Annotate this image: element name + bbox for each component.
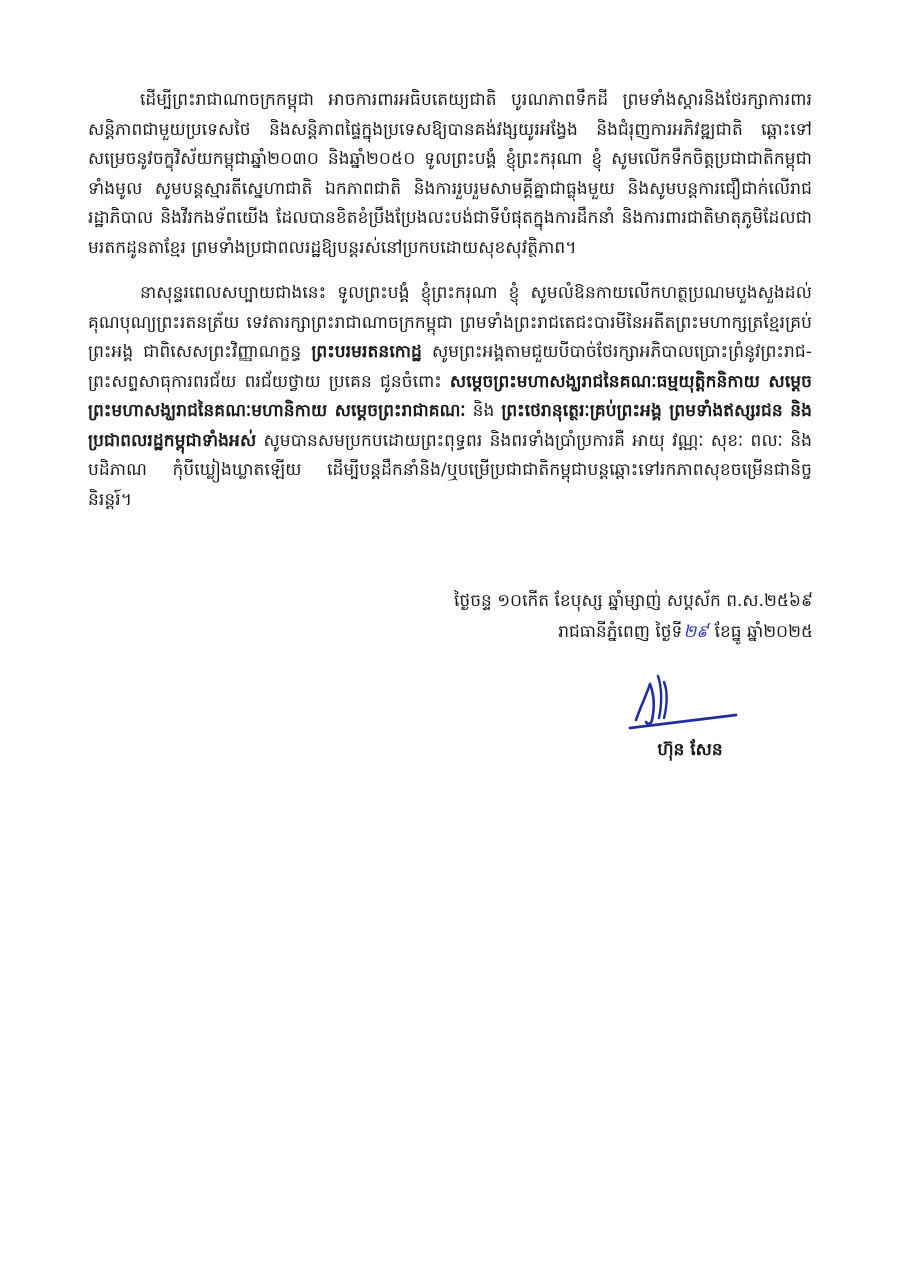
date-block <box>393 586 813 648</box>
handwritten-signature <box>624 668 740 738</box>
month-year-text: ខែធ្នូ ឆ្នាំ២០២៥ <box>709 622 813 642</box>
handwritten-day: ២៩ <box>683 622 709 642</box>
place-date-prefix: រាជធានីភ្នំពេញ ថ្ងៃទី <box>558 622 683 642</box>
conjunction-text: និង <box>465 401 502 421</box>
blessing-text-closing: សូមបានសមប្រកបដោយព្រះពុទ្ធពរ និងពរទាំងប្រាំប្រការគឺ អាយុ វណ្ណៈ សុខៈ ពលៈ និងបដិភាណ កុំបីឃ្លៀងឃ្លាតឡើយ ដើម្បីបន្តដឹកនាំនិង/ឬបម្រើប្រជាជាតិកម្ពុជាបន្តឆ្ពោះទៅរកភាពសុខចម្រើនជានិច្ចនិរន្តរ៍។ <box>88 430 812 510</box>
lunar-date-line: ថ្ងៃចន្ទ ១០កើត ខែបុស្ស ឆ្នាំម្សាញ់ សប្តស័ក ព.ស.២៥៦៩ <box>454 591 813 611</box>
signer-name: ហ៊ុន សែន <box>657 740 723 760</box>
signature-stroke-main <box>636 684 654 724</box>
supreme-patriarchs-bold: សម្តេចព្រះមហាសង្ឃរាជនៃគណៈធម្មយុត្តិកនិកាយ សម្តេចព្រះមហាសង្ឃរាជនៃគណៈមហានិកាយ សម្តេចព្រះរាជាគណៈ <box>88 371 812 421</box>
monks-and-people-bold: ព្រះថេរានុត្ថេរៈគ្រប់ព្រះអង្គ ព្រមទាំងឥស្សរជន និង ប្រជាពលរដ្ឋកម្ពុជាទាំងអស់ <box>88 401 812 451</box>
royal-title-bold: ព្រះបរមរតនកោដ្ឋ <box>311 342 422 362</box>
letter-body <box>88 86 812 531</box>
paragraph-national-appeal: ដើម្បីព្រះរាជាណាចក្រកម្ពុជា អាចការពារអធិបតេយ្យជាតិ បូរណភាពទឹកដី ព្រមទាំងស្ដារនិងថែរក្សាការពារសន្តិភាពជាមួយប្រទេសថៃ និងសន្តិភាពផ្ទៃក្នុងប្រទេសឱ្យបានគង់វង្សយូរអង្វែង និងជំរុញការអភិវឌ្ឍជាតិ ឆ្ពោះទៅសម្រេចនូវចក្ខុវិស័យកម្ពុជាឆ្នាំ២០៣០ និងឆ្នាំ២០៥០ ទូលព្រះបង្គំ ខ្ញុំព្រះករុណា ខ្ញុំ សូមលើកទឹកចិត្តប្រជាជាតិកម្ពុជាទាំងមូល សូមបន្តស្មារតីស្នេហាជាតិ ឯកភាពជាតិ និងការរួបរួមសាមគ្គីគ្នាជាធ្លុងមួយ និងសូមបន្តការជឿជាក់លើរាជរដ្ឋាភិបាល និងវីរកងទ័ពយើង ដែលបានខិតខំប្រឹងប្រែងលះបង់ជាទីបំផុតក្នុងការដឹកនាំ និងការពារជាតិមាតុភូមិដែលជាមរតកដូនតាខ្មែរ ព្រមទាំងប្រជាពលរដ្ឋឱ្យបន្តរស់នៅប្រកបដោយសុខសុវត្ថិភាព។ <box>88 90 812 258</box>
place-date-line <box>393 617 813 648</box>
signature-stroke-loop <box>658 676 667 718</box>
paragraph-blessing <box>88 279 812 515</box>
blessing-text-intro: នាសុន្ទរពេលសប្បាយជាងនេះ ទូលព្រះបង្គំ ខ្ញុំព្រះករុណា ខ្ញុំ សូមលំឱនកាយលើកហត្ថប្រណមបួងសួងដល់គុណបុណ្យព្រះរតនត្រ័យ ទេវតារក្សាព្រះរាជាណាចក្រកម្ពុជា ព្រមទាំងព្រះរាជតេជះបារមីនៃអតីតព្រះមហាក្សត្រខ្មែរគ្រប់ព្រះអង្គ ជាពិសេសព្រះវិញ្ញាណក្ខន្ធ <box>88 283 812 362</box>
blessing-text-middle: សូមព្រះអង្គតាមជួយបីបាច់ថែរក្សាអភិបាលប្រោះព្រំនូវព្រះរាជ-ព្រះសព្ទសាធុការពរជ័យ ពរជ័យថ្វាយ ប្រគេន ជូនចំពោះ <box>88 342 812 392</box>
